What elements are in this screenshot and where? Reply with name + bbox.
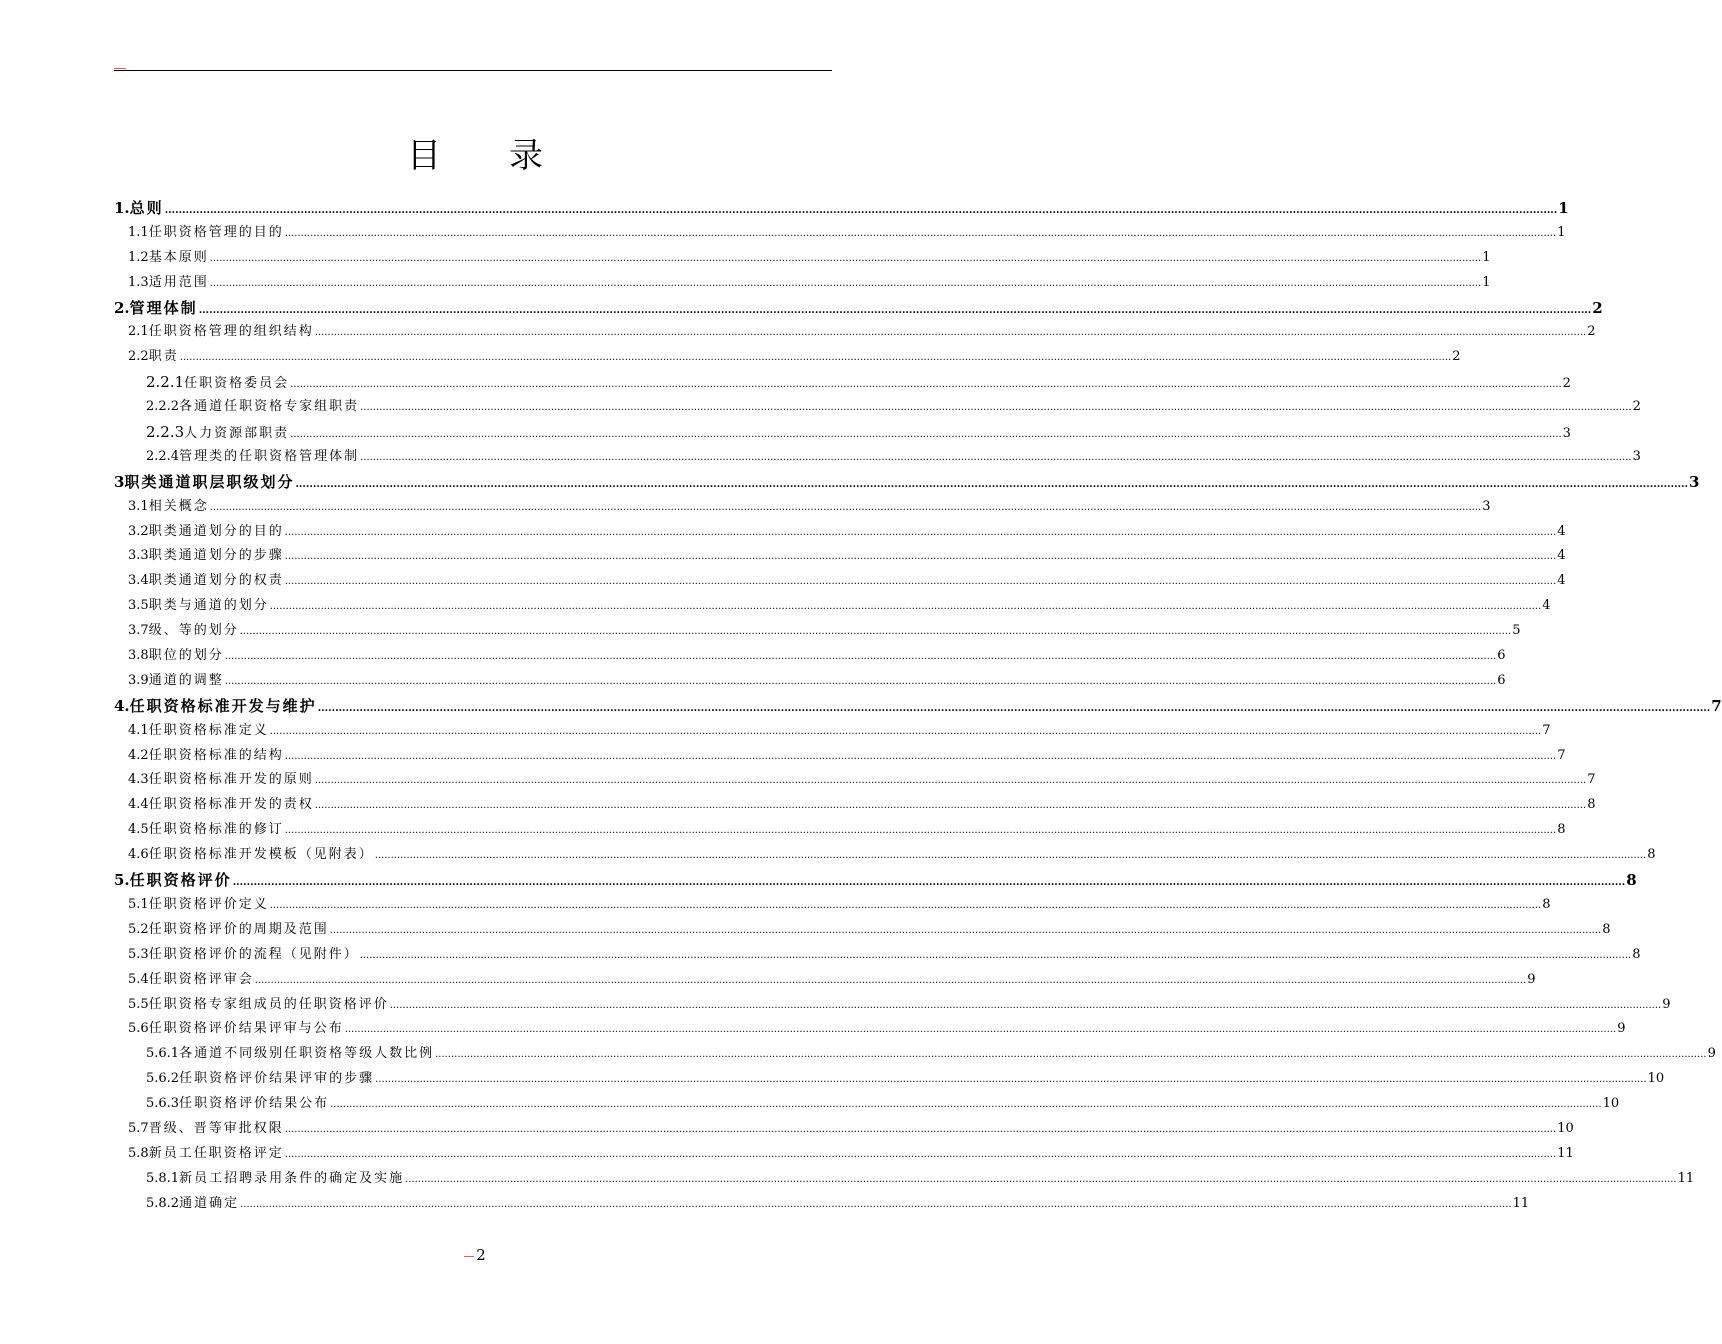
toc-entry-label: 任职资格评价的流程（见附件） [148, 946, 359, 962]
toc-entry-number: 2.1 [128, 324, 149, 340]
toc-entry[interactable] [114, 1092, 1620, 1117]
header-mark [114, 68, 126, 69]
toc-entry-number: 5.8.1 [146, 1170, 180, 1186]
toc-entry-label: 任职资格管理的组织结构 [148, 324, 314, 340]
toc-entry[interactable] [114, 569, 1566, 594]
toc-entry-page: 4 [1542, 598, 1551, 614]
toc-entry-page: 9 [1617, 1021, 1626, 1037]
page-number: 2 [476, 1246, 486, 1264]
toc-entry-page: 7 [1542, 722, 1551, 738]
toc-leader-dots: ................................................................................................................................................................................................................................................................................................................................................................................................................ [330, 1099, 1602, 1111]
toc-entry[interactable] [114, 644, 1506, 669]
toc-entry-number: 1.3 [128, 274, 149, 290]
toc-entry[interactable] [114, 1117, 1574, 1142]
toc-leader-dots: ................................................................................................................................................................................................................................................................................................................................................................................................................ [269, 725, 1542, 737]
toc-entry-page: 3 [1562, 426, 1571, 442]
toc-entry-page: 8 [1557, 822, 1566, 838]
toc-entry-label: 职类通道划分的权责 [148, 573, 284, 589]
toc-entry-label: 级、等的划分 [148, 623, 239, 639]
toc-entry-label: 任职资格标准的修订 [148, 822, 284, 838]
toc-entry-page: 3 [1632, 448, 1641, 464]
page-footer [0, 1246, 950, 1264]
toc-entry-label: 任职资格评审会 [148, 971, 254, 987]
toc-leader-dots: ................................................................................................................................................................................................................................................................................................................................................................................................................ [240, 1198, 1512, 1210]
toc-leader-dots: ................................................................................................................................................................................................................................................................................................................................................................................................................ [374, 850, 1647, 862]
toc-entry-number: 2.2.3 [146, 423, 185, 442]
toc-entry-page: 3 [1689, 472, 1700, 491]
toc-entry[interactable] [114, 370, 1571, 395]
toc-entry-label: 任职资格评价结果公布 [179, 1096, 330, 1112]
toc-entry-page: 2 [1452, 349, 1461, 365]
toc-leader-dots: ................................................................................................................................................................................................................................................................................................................................................................................................................ [295, 478, 1689, 490]
toc-entry-number: 4.5 [128, 822, 149, 838]
toc-entry-number: 5.5 [128, 996, 149, 1012]
toc-entry-label: 任职资格管理的目的 [148, 224, 284, 240]
toc-entry[interactable] [114, 943, 1641, 968]
toc-entry-number: 2.2.2 [146, 399, 180, 415]
toc-leader-dots: ................................................................................................................................................................................................................................................................................................................................................................................................................ [232, 877, 1626, 889]
toc-leader-dots: ................................................................................................................................................................................................................................................................................................................................................................................................................ [290, 429, 1562, 441]
toc-entry[interactable] [114, 719, 1551, 744]
toc-leader-dots: ................................................................................................................................................................................................................................................................................................................................................................................................................ [224, 651, 1497, 663]
toc-entry-label: 通道确定 [179, 1195, 240, 1211]
toc-entry-label: 任职资格标准开发的责权 [148, 797, 314, 813]
toc-entry-label: 任职资格专家组成员的任职资格评价 [148, 996, 389, 1012]
toc-entry[interactable] [114, 893, 1551, 918]
toc-leader-dots: ................................................................................................................................................................................................................................................................................................................................................................................................................ [284, 551, 1557, 563]
toc-entry[interactable] [114, 768, 1596, 793]
toc-entry-number: 4.6 [128, 847, 149, 863]
toc-entry[interactable] [114, 793, 1596, 818]
toc-entry-page: 10 [1647, 1071, 1665, 1087]
toc-entry-number: 5.6.3 [146, 1096, 180, 1112]
toc-entry-number: 5.8.2 [146, 1195, 180, 1211]
toc-entry-number: 5.4 [128, 971, 149, 987]
toc-entry-number: 3.8 [128, 648, 149, 664]
toc-entry[interactable] [114, 345, 1461, 370]
toc-entry[interactable] [114, 619, 1521, 644]
toc-entry-number: 2.2 [128, 349, 149, 365]
toc-entry[interactable] [114, 1017, 1626, 1042]
toc-entry-page: 9 [1662, 996, 1671, 1012]
toc-leader-dots: ................................................................................................................................................................................................................................................................................................................................................................................................................ [290, 379, 1562, 391]
toc-entry-label: 职类通道划分的目的 [148, 523, 284, 539]
toc-leader-dots: ................................................................................................................................................................................................................................................................................................................................................................................................................ [254, 974, 1527, 986]
toc-entry-page: 1 [1558, 199, 1569, 217]
toc-leader-dots: ................................................................................................................................................................................................................................................................................................................................................................................................................ [314, 775, 1587, 787]
toc-entry[interactable] [114, 1142, 1574, 1167]
toc-entry-page: 8 [1647, 847, 1656, 863]
toc-leader-dots: ................................................................................................................................................................................................................................................................................................................................................................................................................ [269, 899, 1542, 911]
table-of-contents [114, 196, 1722, 1217]
toc-entry-page: 1 [1482, 274, 1491, 290]
toc-entry-number: 4.3 [128, 772, 149, 788]
toc-leader-dots: ................................................................................................................................................................................................................................................................................................................................................................................................................ [360, 402, 1632, 414]
toc-entry[interactable] [114, 395, 1641, 420]
toc-entry-page: 3 [1482, 498, 1491, 514]
toc-entry-label: 任职资格标准开发模板（见附表） [148, 847, 374, 863]
toc-leader-dots: ................................................................................................................................................................................................................................................................................................................................................................................................................ [198, 304, 1592, 316]
toc-entry-label: 新员工招聘录用条件的确定及实施 [179, 1170, 405, 1186]
toc-entry-number: 3 [114, 472, 125, 491]
toc-entry-number: 1.2 [128, 249, 149, 265]
toc-entry-label: 管理体制 [129, 298, 198, 317]
toc-entry[interactable] [114, 520, 1566, 545]
toc-entry-page: 2 [1632, 399, 1641, 415]
toc-leader-dots: ................................................................................................................................................................................................................................................................................................................................................................................................................ [209, 252, 1482, 264]
toc-entry-label: 职类与通道的划分 [148, 598, 269, 614]
toc-entry-number: 1. [114, 199, 130, 217]
toc-entry[interactable] [114, 271, 1491, 296]
toc-entry[interactable] [114, 744, 1566, 769]
toc-entry-page: 2 [1562, 376, 1571, 392]
toc-entry-page: 4 [1557, 573, 1566, 589]
toc-entry-page: 9 [1527, 971, 1536, 987]
toc-entry-number: 4.4 [128, 797, 149, 813]
toc-leader-dots: ................................................................................................................................................................................................................................................................................................................................................................................................................ [314, 800, 1587, 812]
toc-entry[interactable] [114, 470, 1700, 495]
toc-entry-page: 7 [1557, 747, 1566, 763]
toc-entry-label: 总则 [129, 199, 164, 217]
toc-entry-label: 管理类的任职资格管理体制 [179, 448, 360, 464]
toc-entry-number: 5.7 [128, 1120, 149, 1136]
toc-entry[interactable] [114, 495, 1491, 520]
header-rule [114, 70, 832, 71]
toc-entry-number: 3.2 [128, 523, 149, 539]
toc-entry-number: 5.3 [128, 946, 149, 962]
toc-entry[interactable] [114, 843, 1656, 868]
toc-entry-label: 任职资格委员会 [184, 376, 290, 392]
toc-entry-number: 5.6 [128, 1021, 149, 1037]
toc-entry-number: 3.4 [128, 573, 149, 589]
toc-entry-number: 4. [114, 696, 130, 715]
toc-entry-label: 适用范围 [148, 274, 209, 290]
toc-entry-number: 5.1 [128, 896, 149, 912]
toc-entry[interactable] [114, 1192, 1530, 1217]
toc-leader-dots: ................................................................................................................................................................................................................................................................................................................................................................................................................ [344, 1024, 1617, 1036]
toc-entry-number: 5. [114, 871, 130, 890]
toc-leader-dots: ................................................................................................................................................................................................................................................................................................................................................................................................................ [360, 451, 1632, 463]
page-title: 目 录 [407, 136, 543, 176]
toc-leader-dots: ................................................................................................................................................................................................................................................................................................................................................................................................................ [269, 601, 1542, 613]
toc-entry[interactable] [114, 196, 1569, 221]
toc-entry-number: 3.3 [128, 548, 149, 564]
toc-leader-dots: ................................................................................................................................................................................................................................................................................................................................................................................................................ [359, 949, 1632, 961]
toc-leader-dots: ................................................................................................................................................................................................................................................................................................................................................................................................................ [284, 1123, 1557, 1135]
toc-entry-page: 9 [1707, 1046, 1716, 1062]
toc-leader-dots: ................................................................................................................................................................................................................................................................................................................................................................................................................ [284, 825, 1557, 837]
toc-entry-page: 1 [1557, 224, 1566, 240]
toc-leader-dots: ................................................................................................................................................................................................................................................................................................................................................................................................................ [164, 205, 1558, 216]
toc-entry-page: 6 [1497, 672, 1506, 688]
toc-entry[interactable] [114, 246, 1491, 271]
toc-leader-dots: ................................................................................................................................................................................................................................................................................................................................................................................................................ [284, 576, 1557, 588]
toc-entry-label: 通道的调整 [148, 672, 224, 688]
toc-entry[interactable] [114, 669, 1506, 694]
toc-entry-label: 任职资格评价 [129, 871, 232, 890]
toc-entry[interactable] [114, 993, 1671, 1018]
toc-entry[interactable] [114, 868, 1637, 893]
toc-entry[interactable] [114, 594, 1551, 619]
toc-entry-label: 晋级、晋等审批权限 [148, 1120, 284, 1136]
toc-entry-page: 11 [1557, 1145, 1574, 1161]
toc-entry[interactable] [114, 296, 1603, 321]
toc-entry-label: 职类通道划分的步骤 [148, 548, 284, 564]
toc-entry-label: 职责 [148, 349, 179, 365]
toc-leader-dots: ................................................................................................................................................................................................................................................................................................................................................................................................................ [375, 1074, 1647, 1086]
toc-entry-page: 10 [1557, 1120, 1574, 1136]
toc-entry-page: 10 [1602, 1096, 1620, 1112]
toc-entry-number: 3.1 [128, 498, 149, 514]
toc-entry-number: 3.7 [128, 623, 149, 639]
toc-leader-dots: ................................................................................................................................................................................................................................................................................................................................................................................................................ [435, 1049, 1707, 1061]
toc-entry-label: 新员工任职资格评定 [148, 1145, 284, 1161]
toc-leader-dots: ................................................................................................................................................................................................................................................................................................................................................................................................................ [224, 675, 1497, 687]
toc-leader-dots: ................................................................................................................................................................................................................................................................................................................................................................................................................ [284, 526, 1557, 538]
toc-entry[interactable] [114, 1167, 1695, 1192]
toc-entry[interactable] [114, 968, 1536, 993]
toc-entry-number: 4.1 [128, 722, 149, 738]
toc-entry[interactable] [114, 544, 1566, 569]
toc-entry-page: 8 [1542, 896, 1551, 912]
toc-entry[interactable] [114, 320, 1596, 345]
toc-entry-label: 各通道不同级别任职资格等级人数比例 [179, 1046, 435, 1062]
toc-entry-label: 相关概念 [148, 498, 209, 514]
toc-entry-label: 基本原则 [148, 249, 209, 265]
toc-leader-dots: ................................................................................................................................................................................................................................................................................................................................................................................................................ [239, 626, 1512, 638]
toc-entry-label: 任职资格标准的结构 [148, 747, 284, 763]
toc-leader-dots: ................................................................................................................................................................................................................................................................................................................................................................................................................ [405, 1173, 1677, 1185]
toc-entry-page: 6 [1497, 648, 1506, 664]
toc-leader-dots: ................................................................................................................................................................................................................................................................................................................................................................................................................ [284, 227, 1557, 239]
toc-entry[interactable] [114, 918, 1611, 943]
toc-entry-number: 5.2 [128, 921, 149, 937]
toc-entry-number: 3.9 [128, 672, 149, 688]
toc-leader-dots: ................................................................................................................................................................................................................................................................................................................................................................................................................ [314, 327, 1587, 339]
toc-entry[interactable] [114, 1042, 1716, 1067]
toc-entry-label: 人力资源部职责 [184, 426, 290, 442]
footer-mark [464, 1256, 474, 1257]
toc-entry-number: 2.2.1 [146, 373, 185, 392]
toc-leader-dots: ................................................................................................................................................................................................................................................................................................................................................................................................................ [389, 999, 1662, 1011]
toc-leader-dots: ................................................................................................................................................................................................................................................................................................................................................................................................................ [209, 501, 1482, 513]
toc-entry-page: 7 [1587, 772, 1596, 788]
toc-entry-label: 任职资格评价结果评审的步骤 [179, 1071, 375, 1087]
toc-entry-page: 8 [1626, 871, 1637, 890]
toc-entry-number: 5.8 [128, 1145, 149, 1161]
toc-entry-page: 2 [1587, 324, 1596, 340]
toc-entry-label: 职类通道职层职级划分 [124, 472, 295, 491]
toc-entry[interactable] [114, 445, 1641, 470]
toc-entry-number: 2.2.4 [146, 448, 180, 464]
toc-entry[interactable] [114, 221, 1566, 246]
toc-entry-page: 8 [1632, 946, 1641, 962]
toc-entry[interactable] [114, 1067, 1665, 1092]
toc-entry-page: 7 [1711, 696, 1722, 715]
toc-entry-number: 5.6.1 [146, 1046, 180, 1062]
toc-entry-number: 4.2 [128, 747, 149, 763]
toc-entry[interactable] [114, 818, 1566, 843]
toc-leader-dots: ................................................................................................................................................................................................................................................................................................................................................................................................................ [317, 702, 1711, 714]
toc-entry-label: 任职资格评价结果评审与公布 [148, 1021, 344, 1037]
toc-entry[interactable] [114, 420, 1571, 445]
toc-entry-label: 任职资格标准开发与维护 [129, 696, 317, 715]
toc-entry-label: 任职资格标准开发的原则 [148, 772, 314, 788]
toc-entry-number: 2. [114, 298, 130, 317]
toc-entry-label: 任职资格评价定义 [148, 896, 269, 912]
toc-entry-page: 4 [1557, 523, 1566, 539]
toc-entry-label: 职位的划分 [148, 648, 224, 664]
toc-entry-label: 各通道任职资格专家组职责 [179, 399, 360, 415]
toc-entry-number: 5.6.2 [146, 1071, 180, 1087]
toc-leader-dots: ................................................................................................................................................................................................................................................................................................................................................................................................................ [179, 352, 1452, 364]
toc-entry-page: 8 [1602, 921, 1611, 937]
toc-entry-label: 任职资格评价的周期及范围 [148, 921, 329, 937]
toc-entry-page: 5 [1512, 623, 1521, 639]
toc-entry-page: 4 [1557, 548, 1566, 564]
toc-entry-page: 8 [1587, 797, 1596, 813]
toc-entry-page: 11 [1512, 1195, 1530, 1211]
toc-entry-page: 11 [1677, 1170, 1695, 1186]
toc-entry[interactable] [114, 694, 1722, 719]
toc-entry-page: 1 [1482, 249, 1491, 265]
toc-entry-number: 3.5 [128, 598, 149, 614]
toc-leader-dots: ................................................................................................................................................................................................................................................................................................................................................................................................................ [209, 277, 1482, 289]
toc-entry-label: 任职资格标准定义 [148, 722, 269, 738]
toc-leader-dots: ................................................................................................................................................................................................................................................................................................................................................................................................................ [284, 750, 1557, 762]
toc-entry-page: 2 [1592, 298, 1603, 317]
toc-entry-number: 1.1 [128, 224, 149, 240]
toc-leader-dots: ................................................................................................................................................................................................................................................................................................................................................................................................................ [284, 1148, 1557, 1160]
toc-leader-dots: ................................................................................................................................................................................................................................................................................................................................................................................................................ [329, 924, 1602, 936]
